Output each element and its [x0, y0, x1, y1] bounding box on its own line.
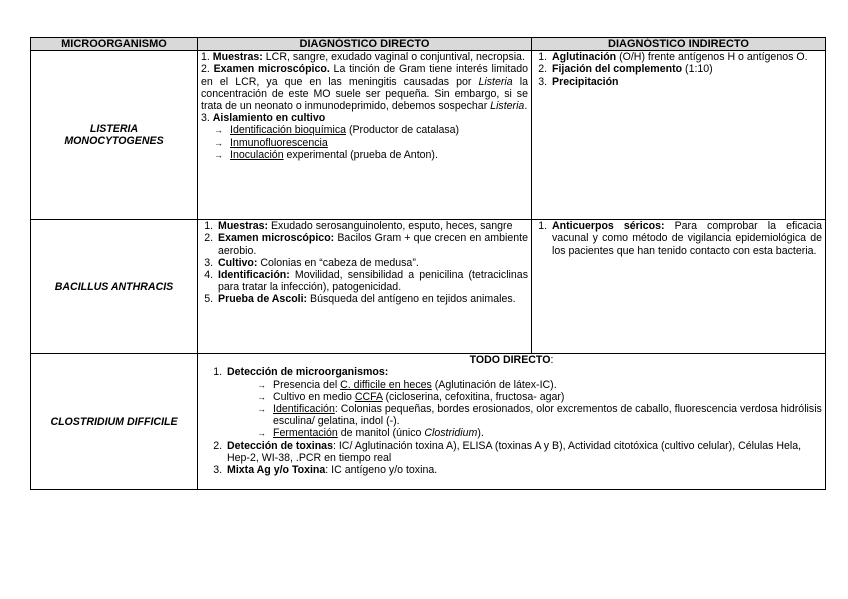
diagnosis-table [30, 37, 826, 490]
organism-listeria [31, 51, 198, 220]
clostridium-list [201, 366, 822, 476]
list-item: 5. Prueba de Ascoli: Búsqueda del antígeno en tejidos animales. [216, 293, 528, 305]
list-item: 1. Detección de microorganismos: → Presencia del C. difficile en heces (Aglutinación de látex-IC). → Cultivo en medio CCFA (cicloserina, cefoxitina, fructosa- agar) → Identificación: Colonias pequeñas, bordes erosionados, olor excrementos de caballo, fluorescencia verdosa hidrólisis esculina/ gelatina, indol (-). → Fermentación de manitol (único Clostridium). [225, 366, 822, 439]
organism-name-line2: MONOCYTOGENES [64, 135, 164, 148]
list-item: 4. Identificación: Movilidad, sensibilidad a penicilina (tetraciclinas para tratar la infección), patogenicidad. [216, 269, 528, 293]
table-row-clostridium [31, 354, 826, 490]
list-item: 3. Cultivo: Colonias en “cabeza de medusa”. [216, 257, 528, 269]
header-row [31, 38, 826, 51]
bacillus-direct-cell [198, 220, 532, 354]
list-item: → Fermentación de manitol (único Clostridium). [257, 427, 822, 439]
list-item: → Identificación: Colonias pequeñas, bordes erosionados, olor excrementos de caballo, fluorescencia verdosa hidrólisis esculina/ gelatina, indol (-). [257, 403, 822, 427]
organism-bacillus: BACILLUS ANTHRACIS [31, 220, 198, 354]
clostridium-diagnosis-cell [198, 354, 826, 490]
listeria-culture-sublist [201, 124, 528, 161]
header-microorganismo: MICROORGANISMO [31, 38, 198, 51]
organism-clostridium: CLOSTRIDIUM DIFFICILE [31, 354, 198, 490]
organism-name-line1: LISTERIA [89, 123, 139, 135]
list-item: → Inoculación experimental (prueba de Anton). [214, 149, 528, 161]
header-diagnostico-directo: DIAGNÓSTICO DIRECTO [198, 38, 532, 51]
clostridium-detection-sublist [227, 379, 822, 440]
listeria-direct-item-1: 1. Muestras: LCR, sangre, exudado vaginal o conjuntival, necropsia. [201, 51, 525, 64]
list-item: → Presencia del C. difficile en heces (Aglutinación de látex-IC). [257, 379, 822, 391]
list-item: 1. Aglutinación (O/H) frente antígenos H o antígenos O. [550, 51, 822, 63]
listeria-direct-cell [198, 51, 532, 220]
todo-directo-label: TODO DIRECTO: [469, 354, 554, 367]
list-item: → Identificación bioquímica (Productor de catalasa) [214, 124, 528, 136]
list-item: 1. Anticuerpos séricos: Para comprobar la eficacia vacunal y como método de vigilancia epidemiológica de los pacientes que han tenido contacto con esta bacteria. [550, 220, 822, 257]
list-item: 3. Precipitación [550, 76, 822, 88]
header-diagnostico-indirecto: DIAGNÓSTICO INDIRECTO [532, 38, 826, 51]
list-item: 2. Examen microscópico: Bacilos Gram + que crecen en ambiente aerobio. [216, 232, 528, 256]
list-item: 2. Fijación del complemento (1:10) [550, 63, 822, 75]
table-row-bacillus [31, 220, 826, 354]
listeria-indirect-cell [532, 51, 826, 220]
bacillus-indirect-list [535, 220, 822, 257]
list-item: → Inmunofluorescencia [214, 137, 528, 149]
table-row-listeria [31, 51, 826, 220]
listeria-direct-item-2: 2. Examen microscópico. La tinción de Gram tiene interés limitado en el LCR, ya que en las meningitis causadas por Listeria la concentración de este MO suele ser pequeña. Sin embargo, si se trata de un neonato o inmunodeprimido, debemos sospechar Listeria. [201, 63, 529, 113]
list-item: 1. Muestras: Exudado serosanguinolento, esputo, heces, sangre [216, 220, 528, 232]
listeria-indirect-list [535, 51, 822, 88]
bacillus-direct-list [201, 220, 528, 305]
listeria-direct-item-3: 3. Aislamiento en cultivo [201, 112, 326, 125]
list-item: 2. Detección de toxinas: IC/ Aglutinación toxina A), ELISA (toxinas A y B), Actividad citotóxica (cultivo celular), Células Hela, Hep-2, WI-38, .PCR en tiempo real [225, 440, 822, 464]
list-item: 3. Mixta Ag y/o Toxina: IC antígeno y/o toxina. [225, 464, 822, 476]
bacillus-indirect-cell [532, 220, 826, 354]
list-item: → Cultivo en medio CCFA (cicloserina, cefoxitina, fructosa- agar) [257, 391, 822, 403]
